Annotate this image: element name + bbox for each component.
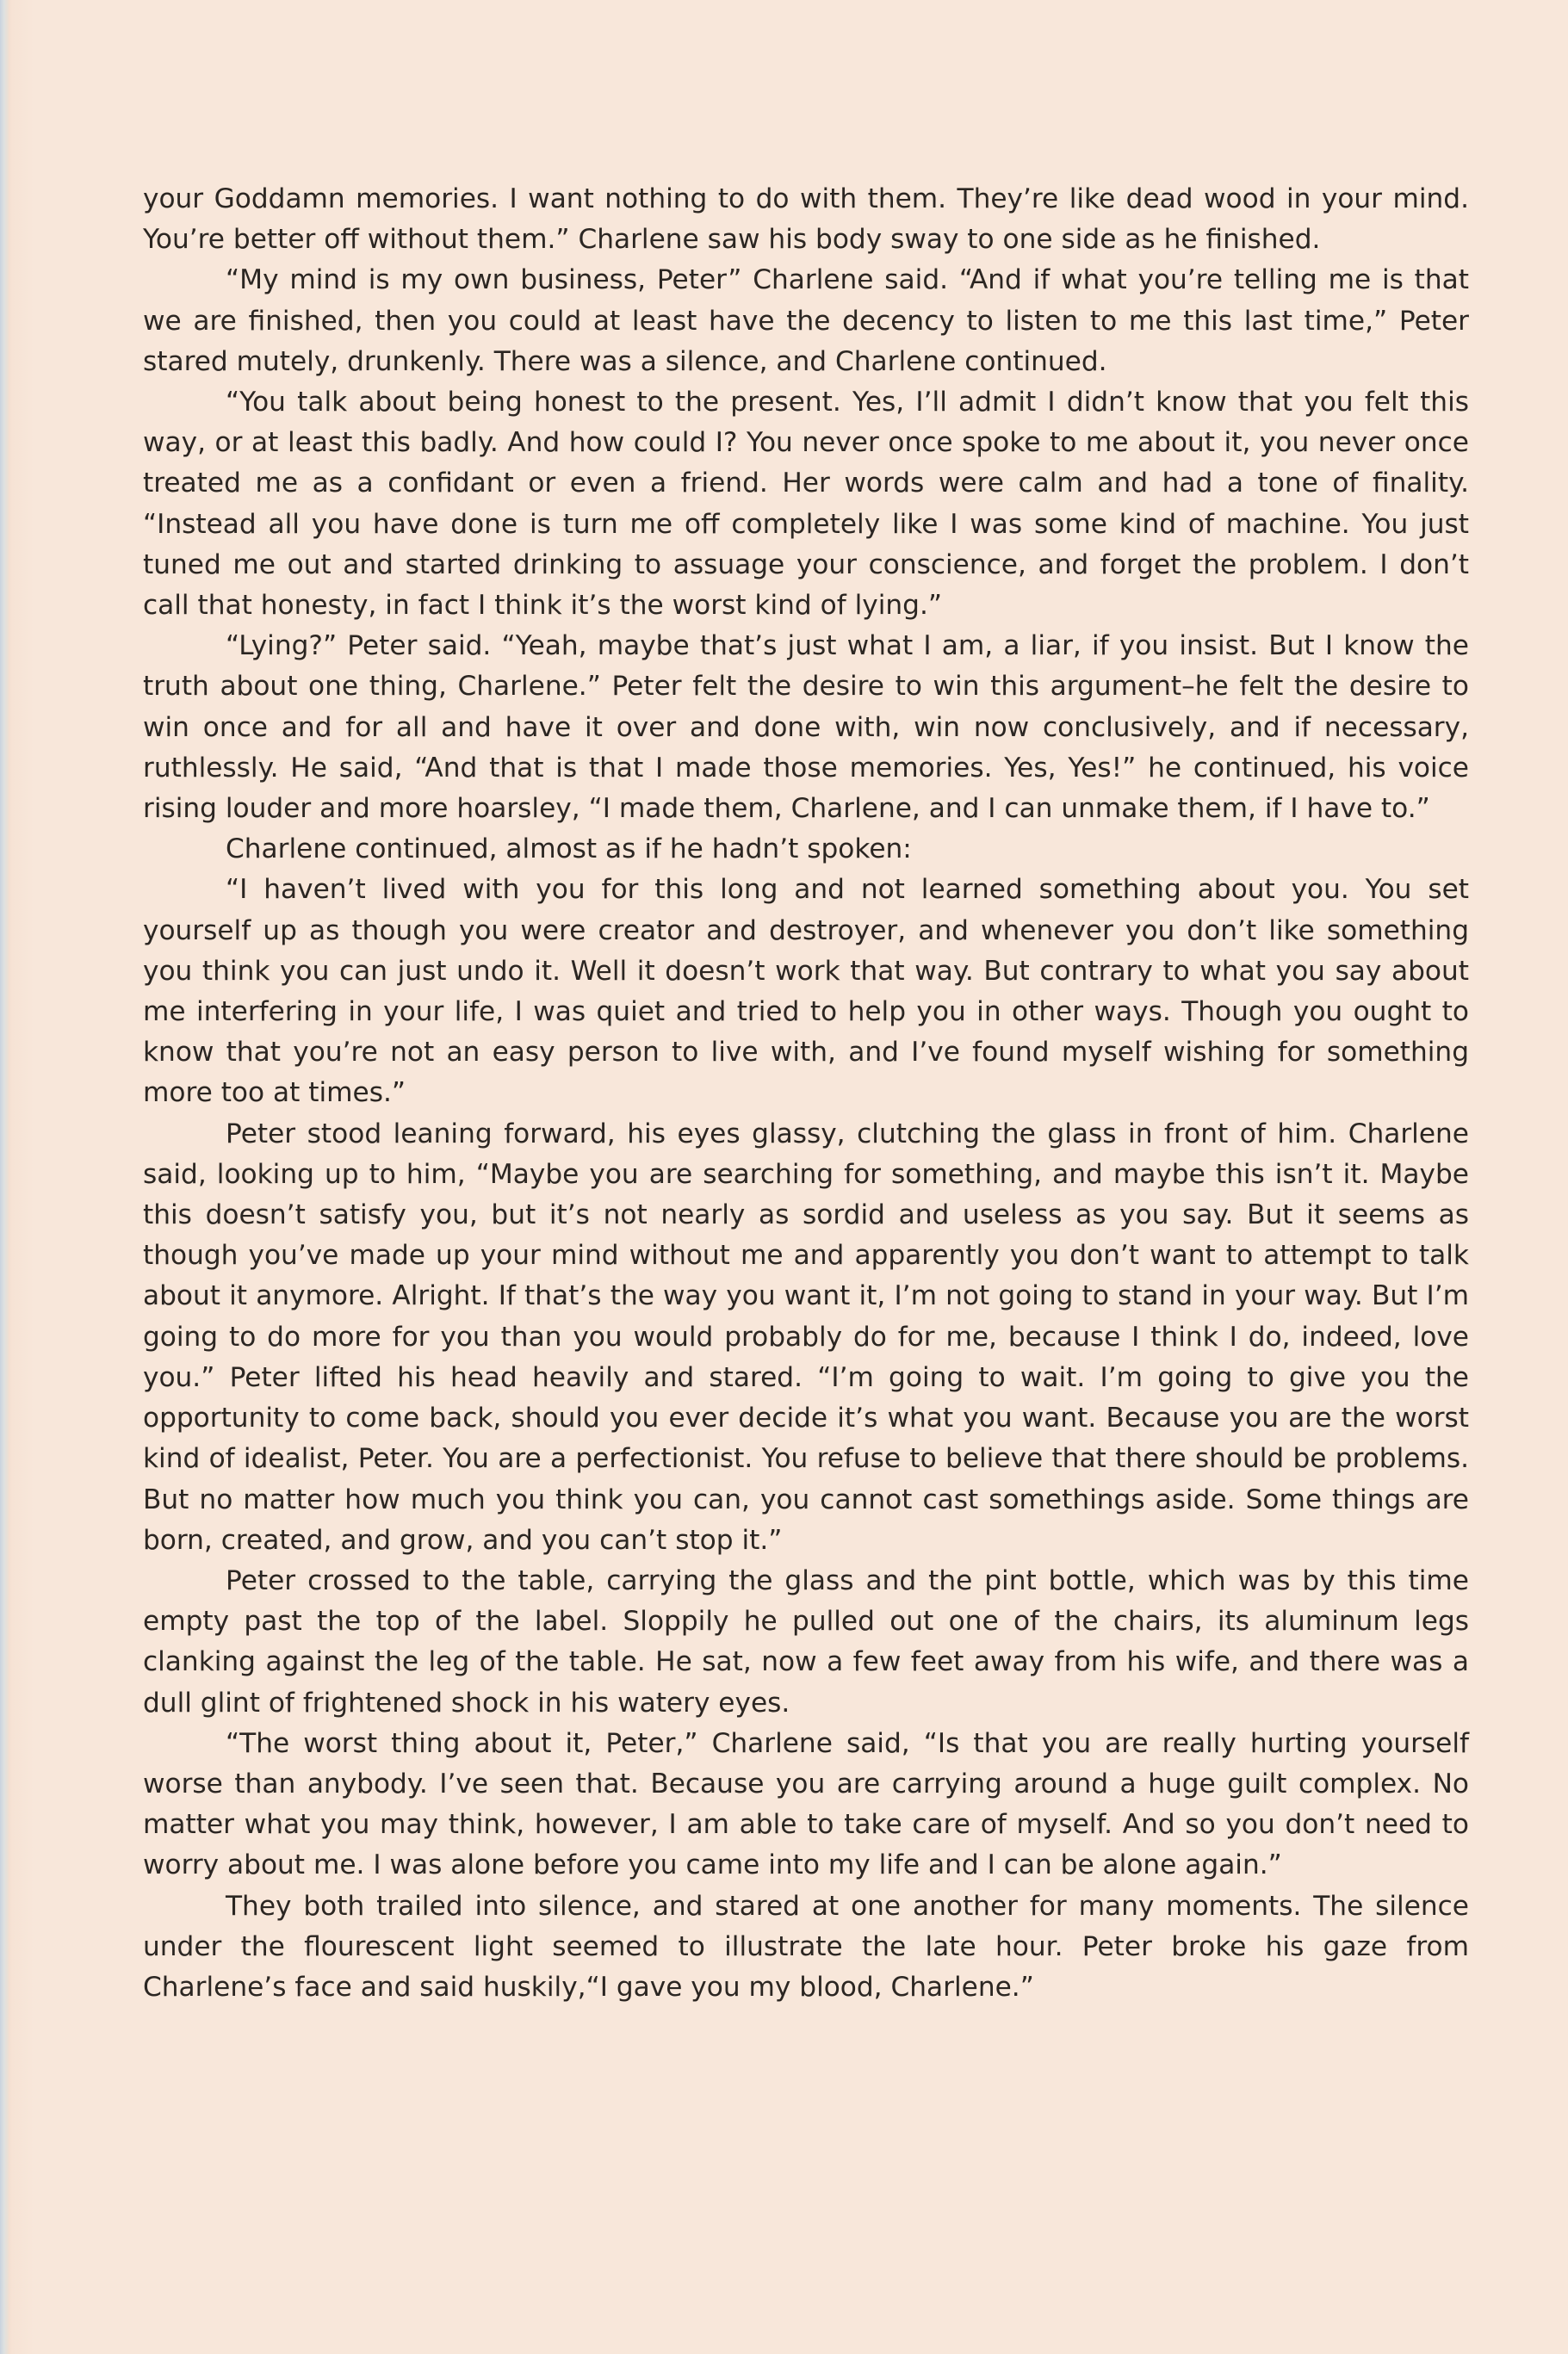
paragraph: Charlene continued, almost as if he hadn’t spoken: [226, 833, 912, 865]
paragraph: your Goddamn memories. I want nothing to do with them. They’re like dead wood in your mind. You’re better off without them.” Charlene saw his body sway to one side as he finished. [143, 183, 1469, 256]
page-spine-edge [0, 0, 9, 2354]
paragraph: “My mind is my own business, Peter” Charlene said. “And if what you’re telling me is that we are finished, then you could at least have the decency to listen to me this last time,” Peter stared mutely, drunkenly. There was a silence, and Charlene continued. [143, 264, 1469, 377]
paragraph: “The worst thing about it, Peter,” Charlene said, “Is that you are really hurting yourself worse than anybody. I’ve seen that. Because you are carrying around a huge guilt complex. No matter what you may think, however, I am able to take care of myself. And so you don’t need to worry about me. I was alone before you came into my life and I can be alone again.” [143, 1727, 1469, 1881]
paragraph: Peter stood leaning forward, his eyes glassy, clutching the glass in front of him. Charlene said, looking up to him, “Maybe you are searching for something, and maybe this isn’t it. Maybe this doesn’t satisfy you, but it’s not nearly as sordid and useless as you say. But it seems as though you’ve made up your mind without me and apparently you don’t want to attempt to talk about it anymore. Alright. If that’s the way you want it, I’m not going to stand in your way. But I’m going to do more for you than you would probably do for me, because I think I do, indeed, love you.” Peter lifted his head heavily and stared. “I’m going to wait. I’m going to give you the opportunity to come back, should you ever decide it’s what you want. Because you are the worst kind of idealist, Peter. You are a perfectionist. You refuse to believe that there should be problems. But no matter how much you think you can, you cannot cast somethings aside. Some things are born, created, and grow, and you can’t stop it.” [143, 1118, 1469, 1556]
paragraph: “Lying?” Peter said. “Yeah, maybe that’s just what I am, a liar, if you insist. But I know the truth about one thing, Charlene.” Peter felt the desire to win this argument–he felt the desire to win once and for all and have it over and done with, win now conclusively, and if necessary, ruthlessly. He said, “And that is that I made those memories. Yes, Yes!” he continued, his voice rising louder and more hoarsley, “I made them, Charlene, and I can unmake them, if I have to.” [143, 630, 1469, 825]
paragraph: Peter crossed to the table, carrying the glass and the pint bottle, which was by this time empty past the top of the label. Sloppily he pulled out one of the chairs, its aluminum legs clanking against the leg of the table. He sat, now a few feet away from his wife, and there was a dull glint of frightened shock in his watery eyes. [143, 1564, 1469, 1719]
story-text [143, 179, 1469, 2008]
paragraph: They both trailed into silence, and stared at one another for many moments. The silence under the flourescent light seemed to illustrate the late hour. Peter broke his gaze from Charlene’s face and said huskily,“I gave you my blood, Charlene.” [143, 1890, 1469, 2003]
paragraph: “I haven’t lived with you for this long and not learned something about you. You set yourself up as though you were creator and destroyer, and whenever you don’t like something you think you can just undo it. Well it doesn’t work that way. But contrary to what you say about me interfering in your life, I was quiet and tried to help you in other ways. Though you ought to know that you’re not an easy person to live with, and I’ve found myself wishing for something more too at times.” [143, 874, 1469, 1109]
paragraph: “You talk about being honest to the present. Yes, I’ll admit I didn’t know that you felt this way, or at least this badly. And how could I? You never once spoke to me about it, you never once treated me as a confidant or even a friend. Her words were calm and had a tone of finality. “Instead all you have done is turn me off completely like I was some kind of machine. You just tuned me out and started drinking to assuage your conscience, and forget the problem. I don’t call that honesty, in fact I think it’s the worst kind of lying.” [143, 387, 1469, 622]
